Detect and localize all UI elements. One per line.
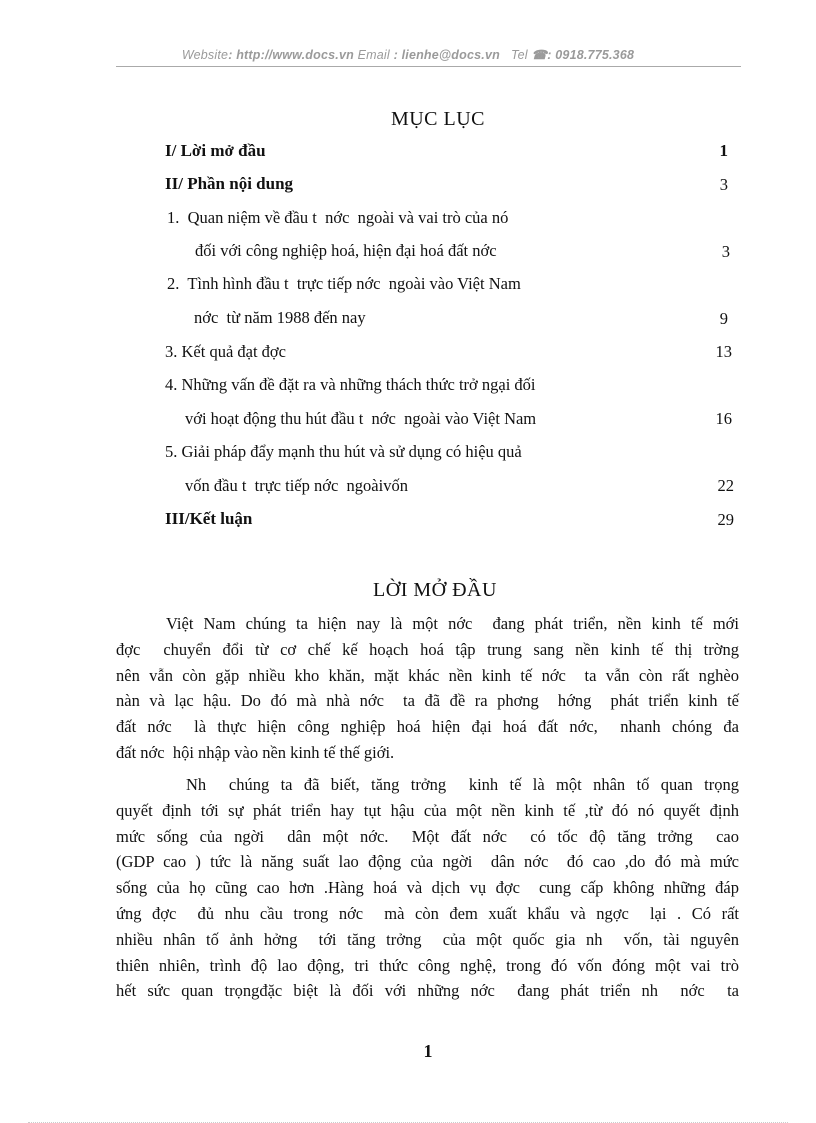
paragraph-line: ứng đợc đủ nhu cầu trong nớc mà còn đem xuất khẩu và ngợc lại . Có rất (116, 903, 739, 923)
paragraph-line: (GDP cao ) tức là năng suất lao động của ngời dân nớc đó cao ,do đó mà mức (116, 852, 739, 872)
website-label: Website (181, 48, 229, 62)
paragraph-line: hết sức quan trọngđặc biệt là đối với những nớc đang phát triển nh nớc ta (116, 981, 739, 1001)
toc-page-3: 13 (715, 342, 732, 361)
page-number: 1 (423, 1041, 433, 1061)
toc-entry-5-line2: vốn đầu t trực tiếp nớc ngoàivốn (185, 476, 408, 495)
toc-entry-5-line1: 5. Giải pháp đẩy mạnh thu hút và sử dụng có hiệu quả (165, 442, 522, 461)
tel-label: Tel (499, 48, 532, 62)
toc-page-4: 16 (715, 409, 732, 428)
paragraph-line: nàn và lạc hậu. Do đó mà nhà nớc ta đã đề ra phơng hớng phát triển kinh tế (116, 691, 739, 711)
paragraph-line: nhiều nhân tố ảnh hởng tới tăng trởng của một quốc gia nh vốn, tài nguyên (116, 929, 739, 949)
phone-number: ☎: 0918.775.368 (531, 48, 635, 62)
paragraph-line: thiên nhiên, trình độ lao động, tri thức công nghệ, trong đó vốn đóng một vai trò (116, 955, 739, 975)
toc-entry-conclusion: III/Kết luận (165, 509, 253, 528)
paragraph-line: đất nớc hội nhập vào nền kinh tế thế giới. (116, 742, 395, 762)
paragraph-2 (116, 772, 739, 1004)
paragraph-line: sống của họ cũng cao hơn .Hàng hoá và dịch vụ đợc cung cấp không những đáp (116, 878, 739, 898)
toc-entry-content: II/ Phần nội dung (165, 174, 294, 193)
toc-title: MỤC LỤC (390, 108, 486, 130)
paragraph-line: nên vẫn còn gặp nhiều kho khăn, mặt khác nền kinh tế nớc ta vẫn còn rất nghèo (116, 665, 739, 685)
paragraph-line: mức sống của ngời dân một nớc. Một đất nớc có tốc độ tăng trởng cao (116, 826, 739, 846)
paragraph-line: đất nớc là thực hiện công nghiệp hoá hiện đại hoá đất nớc, nhanh chóng đa (116, 717, 739, 737)
toc-page-intro: 1 (719, 141, 728, 160)
toc-page-content: 3 (719, 175, 728, 194)
toc-entry-4-line2: với hoạt động thu hút đầu t nớc ngoài vào Việt Nam (185, 409, 537, 428)
page-header (0, 47, 816, 62)
paragraph-line: Nh chúng ta đã biết, tăng trởng kinh tế là một nhân tố quan trọng (186, 775, 739, 794)
toc-entry-1-line2: đối với công nghiệp hoá, hiện đại hoá đất nớc (195, 241, 497, 260)
paragraph-line: quyết định tới sự phát triển hay tụt hậu của một nền kinh tế ,từ đó nó quyết định (116, 800, 739, 820)
toc-page-1: 3 (721, 242, 730, 261)
toc-entry-2-line2: nớc từ năm 1988 đến nay (194, 308, 366, 327)
paragraph-line: đợc chuyển đổi từ cơ chế kế hoạch hoá tập trung sang nền kinh tế thị trờng (116, 639, 739, 659)
toc-entry-4-line1: 4. Những vấn đề đặt ra và những thách thức trở ngại đối (165, 375, 536, 394)
website-url[interactable]: : http://www.docs.vn (228, 48, 354, 62)
paragraph-line: Việt Nam chúng ta hiện nay là một nớc đang phát triển, nền kinh tế mới (166, 614, 739, 633)
email-address[interactable]: : lienhe@docs.vn (389, 48, 500, 62)
paragraph-1 (116, 611, 739, 766)
section-title: LỜI MỞ ĐẦU (373, 579, 497, 601)
toc-entry-3: 3. Kết quả đạt đợc (165, 342, 286, 361)
toc-page-2: 9 (719, 309, 728, 328)
toc-entry-1-line1: 1. Quan niệm về đầu t nớc ngoài và vai trò của nó (167, 208, 509, 227)
header-divider (116, 66, 741, 67)
email-label: Email (353, 48, 390, 62)
toc-entry-intro: I/ Lời mở đầu (165, 141, 266, 160)
toc-page-5: 22 (717, 476, 734, 495)
toc-entry-2-line1: 2. Tình hình đầu t trực tiếp nớc ngoài vào Việt Nam (167, 274, 521, 293)
toc-page-conclusion: 29 (717, 510, 734, 529)
